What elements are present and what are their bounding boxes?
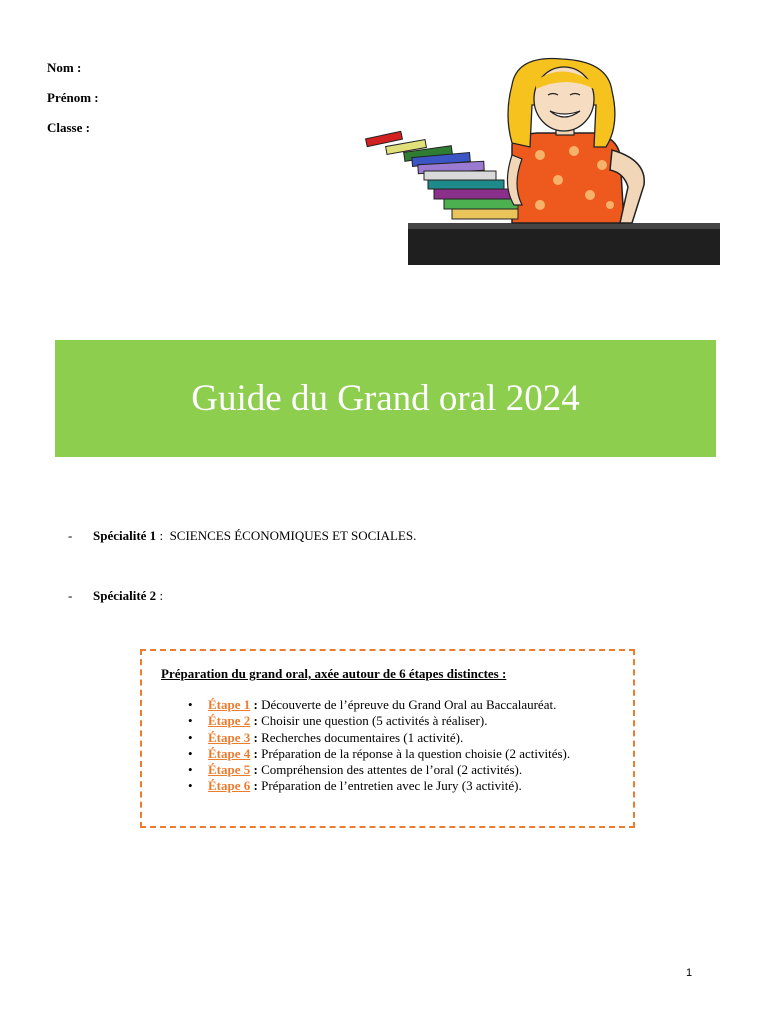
steps-title: Préparation du grand oral, axée autour de 6 étapes distinctes : (161, 666, 507, 681)
step-sep: : (250, 745, 262, 761)
prenom-label: Prénom : (47, 90, 99, 105)
step-1-text: Découverte de l’épreuve du Grand Oral au Baccalauréat. (261, 697, 557, 712)
list-item (188, 730, 570, 746)
step-1-link[interactable]: Étape 1 (208, 697, 251, 712)
list-item (188, 697, 570, 713)
list-item (188, 762, 570, 778)
step-6-link[interactable]: Étape 6 (208, 778, 251, 794)
specialite-1-value: SCIENCES ÉCONOMIQUES ET SOCIALES. (169, 528, 417, 543)
bullet-icon: • (188, 697, 193, 712)
title-banner (55, 340, 716, 457)
specialite-1-sep: : (156, 528, 170, 543)
list-item (188, 778, 570, 794)
step-4-text: Préparation de la réponse à la question choisie (2 activités). (261, 745, 571, 761)
specialite-1-label: Spécialité 1 (93, 528, 157, 543)
step-2-text: Choisir une question (5 activités à réaliser). (261, 713, 488, 729)
steps-box (140, 649, 635, 828)
step-5-link[interactable]: Étape 5 (208, 762, 251, 778)
step-sep: : (250, 778, 262, 794)
illustration-girl-with-books (362, 55, 722, 267)
step-sep: : (250, 713, 262, 729)
list-item (188, 713, 570, 729)
step-3-text: Recherches documentaires (1 activité). (261, 729, 464, 745)
specialite-2 (68, 588, 163, 604)
step-sep: : (250, 729, 262, 745)
step-sep: : (250, 697, 262, 712)
step-2-link[interactable]: Étape 2 (208, 713, 251, 729)
step-sep: : (250, 762, 262, 778)
step-3-link[interactable]: Étape 3 (208, 729, 251, 745)
page-title: Guide du Grand oral 2024 (191, 378, 580, 419)
bullet-icon: • (188, 729, 193, 745)
page-number: 1 (686, 967, 693, 979)
bullet-icon: • (188, 778, 193, 794)
nom-label: Nom : (47, 60, 82, 75)
specialite-2-label: Spécialité 2 (93, 588, 157, 603)
step-5-text: Compréhension des attentes de l’oral (2 activités). (261, 762, 523, 778)
student-fields (47, 60, 99, 150)
dash-bullet: - (68, 588, 73, 603)
steps-list (188, 697, 570, 795)
bullet-icon: • (188, 713, 193, 729)
step-6-text: Préparation de l’entretien avec le Jury (3 activité). (261, 778, 522, 794)
list-item (188, 746, 570, 762)
classe-label: Classe : (47, 120, 90, 135)
step-4-link[interactable]: Étape 4 (208, 745, 251, 761)
specialite-2-sep: : (156, 588, 164, 603)
dash-bullet: - (68, 528, 73, 543)
bullet-icon: • (188, 745, 193, 761)
specialite-1 (68, 528, 416, 544)
bullet-icon: • (188, 762, 193, 778)
